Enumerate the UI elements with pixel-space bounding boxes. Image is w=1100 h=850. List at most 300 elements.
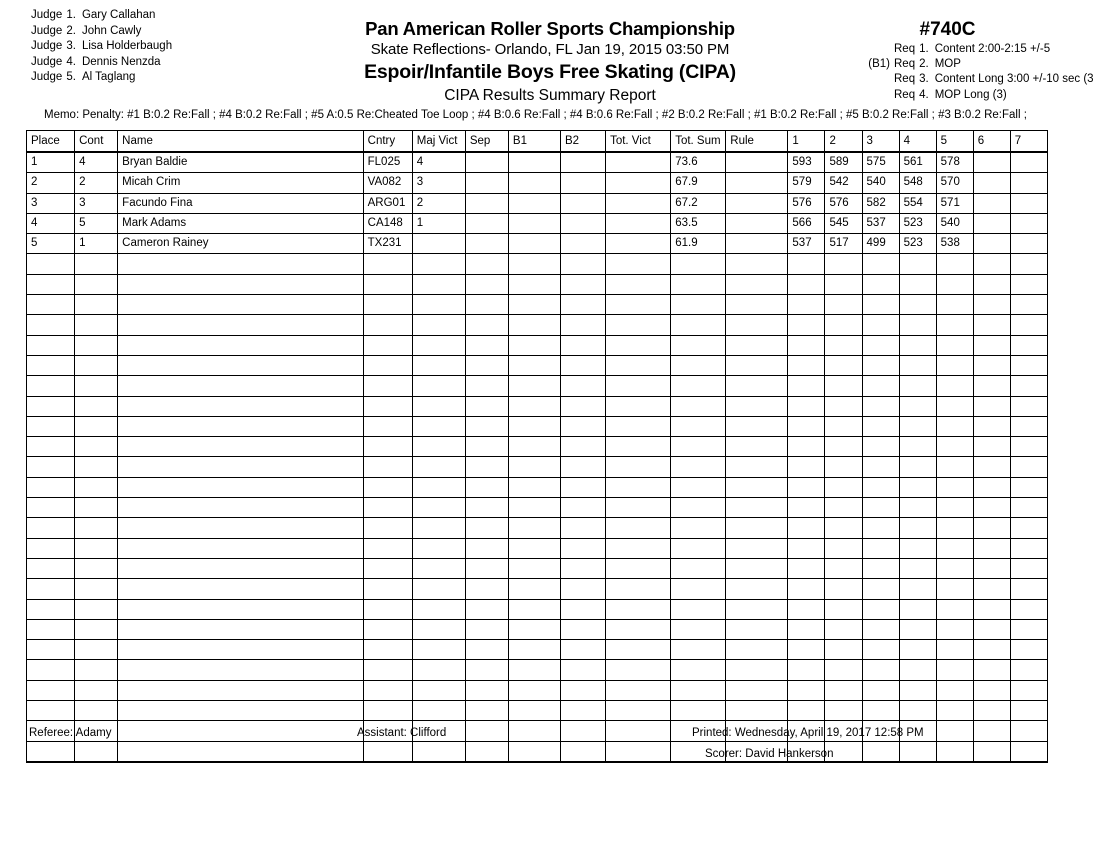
event-category-title: Espoir/Infantile Boys Free Skating (CIPA) <box>364 61 736 83</box>
cell-j3: 540 <box>862 173 899 193</box>
cell-rule <box>726 640 788 660</box>
cell-b1 <box>508 660 560 680</box>
table-row <box>27 213 1048 233</box>
cell-sep <box>465 599 508 619</box>
cell-j1: 576 <box>788 193 825 213</box>
cell-maj_vict: 4 <box>412 152 465 173</box>
column-header-sep: Sep <box>465 131 508 153</box>
table-row <box>27 599 1048 619</box>
table-row <box>27 254 1048 274</box>
cell-cont <box>75 619 118 639</box>
cell-j6 <box>973 437 1010 457</box>
cell-j5 <box>936 376 973 396</box>
cell-maj_vict: 2 <box>412 193 465 213</box>
cell-tot_vict <box>606 640 671 660</box>
cell-rule <box>726 355 788 375</box>
cell-j7 <box>1010 498 1047 518</box>
cell-cont <box>75 315 118 335</box>
cell-tot_sum: 67.2 <box>671 193 726 213</box>
cell-tot_sum <box>671 437 726 457</box>
cell-sep <box>465 355 508 375</box>
cell-j5: 571 <box>936 193 973 213</box>
cell-j2 <box>825 335 862 355</box>
cell-b2 <box>561 437 606 457</box>
cell-tot_vict <box>606 437 671 457</box>
cell-b2 <box>561 457 606 477</box>
cell-sep <box>465 660 508 680</box>
cell-j7 <box>1010 234 1047 254</box>
cell-maj_vict <box>412 599 465 619</box>
cell-j1 <box>788 680 825 700</box>
cell-j4 <box>899 680 936 700</box>
cell-b2 <box>561 295 606 315</box>
cell-j5 <box>936 538 973 558</box>
cell-j2: 542 <box>825 173 862 193</box>
cell-cntry <box>363 376 412 396</box>
cell-j1 <box>788 579 825 599</box>
requirement-index: 3. <box>919 73 929 86</box>
cell-tot_vict <box>606 335 671 355</box>
cell-rule <box>726 193 788 213</box>
cell-cntry <box>363 680 412 700</box>
table-row <box>27 457 1048 477</box>
cell-j4 <box>899 335 936 355</box>
cell-b1 <box>508 355 560 375</box>
cell-name <box>118 538 363 558</box>
cell-b2 <box>561 152 606 173</box>
cell-cntry: FL025 <box>363 152 412 173</box>
cell-b2 <box>561 173 606 193</box>
cell-tot_sum <box>671 254 726 274</box>
cell-j4 <box>899 457 936 477</box>
cell-j3 <box>862 538 899 558</box>
cell-cont <box>75 254 118 274</box>
cell-j7 <box>1010 518 1047 538</box>
event-title: Pan American Roller Sports Championship <box>365 18 735 39</box>
cell-b2 <box>561 599 606 619</box>
cell-j2 <box>825 416 862 436</box>
cell-tot_vict <box>606 538 671 558</box>
judge-index: 3. <box>66 40 76 53</box>
judge-index: 4. <box>66 55 76 68</box>
cell-name <box>118 335 363 355</box>
requirement-index: 2. <box>919 58 929 71</box>
requirement-label: Req <box>894 88 916 101</box>
cell-b2 <box>561 355 606 375</box>
cell-maj_vict <box>412 498 465 518</box>
cell-tot_vict <box>606 376 671 396</box>
cell-tot_sum: 73.6 <box>671 152 726 173</box>
table-row <box>27 680 1048 700</box>
cell-sep <box>465 477 508 497</box>
cell-sep <box>465 437 508 457</box>
cell-cont <box>75 579 118 599</box>
cell-j4 <box>899 518 936 538</box>
cell-j4 <box>899 254 936 274</box>
cell-cont <box>75 416 118 436</box>
cell-j5 <box>936 579 973 599</box>
cell-tot_sum: 61.9 <box>671 234 726 254</box>
cell-maj_vict <box>412 538 465 558</box>
cell-j3 <box>862 619 899 639</box>
cell-j5 <box>936 315 973 335</box>
cell-tot_vict <box>606 721 671 741</box>
cell-b2 <box>561 416 606 436</box>
cell-j3 <box>862 498 899 518</box>
cell-tot_vict <box>606 579 671 599</box>
cell-j7 <box>1010 274 1047 294</box>
column-header-name: Name <box>118 131 363 153</box>
cell-j7 <box>1010 193 1047 213</box>
cell-j2 <box>825 599 862 619</box>
cell-j2 <box>825 437 862 457</box>
cell-j1 <box>788 640 825 660</box>
cell-name <box>118 396 363 416</box>
cell-place <box>27 498 75 518</box>
cell-tot_sum <box>671 295 726 315</box>
cell-tot_sum <box>671 376 726 396</box>
judge-name: John Cawly <box>81 24 142 37</box>
memo-penalty-line: Memo: Penalty: #1 B:0.2 Re:Fall ; #4 B:0.2 Re:Fall ; #5 A:0.5 Re:Cheated Toe Loop ; #4 B:0.6 Re:Fall ; #4 B:0.6 Re:Fall ; #2 B:0.2 Re:Fall ; #1 B:0.2 Re:Fall ; #5 B:0.2 Re:Fall ; #3 B:0.2 Re:Fall ; <box>44 109 1027 121</box>
cell-name <box>118 416 363 436</box>
cell-j4 <box>899 477 936 497</box>
cell-sep <box>465 457 508 477</box>
cell-sep <box>465 274 508 294</box>
cell-j2 <box>825 538 862 558</box>
referee-label: Referee: Adamy <box>29 727 112 739</box>
cell-cont <box>75 457 118 477</box>
cell-cont <box>75 355 118 375</box>
cell-b1 <box>508 619 560 639</box>
cell-cntry <box>363 437 412 457</box>
cell-j7 <box>1010 376 1047 396</box>
cell-j4: 523 <box>899 234 936 254</box>
cell-tot_sum <box>671 518 726 538</box>
cell-place <box>27 315 75 335</box>
cell-cntry <box>363 274 412 294</box>
cell-j7 <box>1010 295 1047 315</box>
cell-maj_vict: 1 <box>412 213 465 233</box>
cell-place: 1 <box>27 152 75 173</box>
requirement-text: Content 2:00-2:15 +/-5 <box>934 43 1051 55</box>
cell-b1 <box>508 315 560 335</box>
cell-tot_sum <box>671 335 726 355</box>
requirement-row <box>860 88 1100 103</box>
cell-name <box>118 640 363 660</box>
cell-place: 2 <box>27 173 75 193</box>
cell-tot_sum <box>671 274 726 294</box>
cell-j7 <box>1010 437 1047 457</box>
judge-index: 1. <box>66 9 76 21</box>
cell-maj_vict <box>412 457 465 477</box>
cell-place <box>27 416 75 436</box>
cell-cntry <box>363 457 412 477</box>
cell-maj_vict <box>412 518 465 538</box>
cell-j6 <box>973 416 1010 436</box>
table-row <box>27 396 1048 416</box>
table-row <box>27 193 1048 213</box>
cell-b2 <box>561 701 606 721</box>
cell-j4: 523 <box>899 213 936 233</box>
cell-tot_vict <box>606 741 671 762</box>
cell-j6 <box>973 234 1010 254</box>
cell-j5 <box>936 355 973 375</box>
cell-tot_vict <box>606 213 671 233</box>
cell-sep <box>465 619 508 639</box>
cell-b2 <box>561 396 606 416</box>
cell-rule <box>726 335 788 355</box>
results-table <box>26 130 1048 763</box>
cell-name <box>118 741 363 762</box>
cell-cntry <box>363 741 412 762</box>
cell-place <box>27 619 75 639</box>
table-header <box>27 131 1048 153</box>
cell-j6 <box>973 660 1010 680</box>
cell-b1 <box>508 152 560 173</box>
cell-j5 <box>936 457 973 477</box>
cell-j3 <box>862 518 899 538</box>
cell-j7 <box>1010 173 1047 193</box>
printed-timestamp: Printed: Wednesday, April 19, 2017 12:58 PM <box>692 727 924 739</box>
cell-sep <box>465 680 508 700</box>
cell-cont: 5 <box>75 213 118 233</box>
cell-j4 <box>899 315 936 335</box>
cell-tot_vict <box>606 680 671 700</box>
cell-name <box>118 295 363 315</box>
cell-j3 <box>862 477 899 497</box>
cell-j5 <box>936 416 973 436</box>
cell-j7 <box>1010 640 1047 660</box>
column-header-maj_vict: Maj Vict <box>412 131 465 153</box>
judge-label: Judge <box>31 24 63 37</box>
table-row <box>27 152 1048 173</box>
cell-j1 <box>788 518 825 538</box>
cell-place <box>27 295 75 315</box>
cell-maj_vict: 3 <box>412 173 465 193</box>
cell-cntry <box>363 599 412 619</box>
cell-tot_sum <box>671 701 726 721</box>
cell-b2 <box>561 376 606 396</box>
cell-name <box>118 701 363 721</box>
cell-tot_sum <box>671 416 726 436</box>
cell-rule <box>726 234 788 254</box>
cell-cntry <box>363 254 412 274</box>
cell-sep <box>465 518 508 538</box>
cell-j4 <box>899 701 936 721</box>
table-body <box>27 152 1048 762</box>
cell-b2 <box>561 721 606 741</box>
judge-row <box>31 8 172 24</box>
cell-maj_vict <box>412 741 465 762</box>
cell-tot_vict <box>606 355 671 375</box>
cell-j1: 593 <box>788 152 825 173</box>
judge-label: Judge <box>31 9 63 21</box>
cell-name <box>118 437 363 457</box>
cell-maj_vict <box>412 355 465 375</box>
cell-j6 <box>973 477 1010 497</box>
cell-rule <box>726 477 788 497</box>
cell-b2 <box>561 579 606 599</box>
cell-rule <box>726 701 788 721</box>
cell-name: Cameron Rainey <box>118 234 363 254</box>
cell-j2 <box>825 295 862 315</box>
cell-j6 <box>973 741 1010 762</box>
cell-cont <box>75 538 118 558</box>
cell-j1 <box>788 315 825 335</box>
table-row <box>27 619 1048 639</box>
cell-j1 <box>788 660 825 680</box>
cell-rule <box>726 416 788 436</box>
cell-cntry <box>363 295 412 315</box>
cell-j1 <box>788 599 825 619</box>
cell-j6 <box>973 640 1010 660</box>
cell-j3 <box>862 579 899 599</box>
cell-cont <box>75 477 118 497</box>
cell-sep <box>465 234 508 254</box>
cell-tot_sum <box>671 315 726 335</box>
cell-b2 <box>561 335 606 355</box>
cell-b2 <box>561 193 606 213</box>
requirement-prefix: (B1) <box>868 58 890 71</box>
cell-j2 <box>825 640 862 660</box>
cell-j4 <box>899 396 936 416</box>
cell-j7 <box>1010 396 1047 416</box>
cell-place <box>27 701 75 721</box>
judge-label: Judge <box>31 55 63 68</box>
cell-place: 5 <box>27 234 75 254</box>
requirement-text: Content Long 3:00 +/-10 sec (3 <box>934 73 1094 86</box>
cell-j1 <box>788 477 825 497</box>
judge-name: Dennis Nenzda <box>81 55 161 68</box>
cell-j2: 517 <box>825 234 862 254</box>
cell-tot_vict <box>606 274 671 294</box>
cell-cont <box>75 640 118 660</box>
event-venue-datetime: Skate Reflections- Orlando, FL Jan 19, 2015 03:50 PM <box>370 41 730 58</box>
cell-j4 <box>899 274 936 294</box>
cell-j2 <box>825 457 862 477</box>
table-header-row <box>27 131 1048 153</box>
column-header-rule: Rule <box>726 131 788 153</box>
cell-j4 <box>899 437 936 457</box>
cell-j3 <box>862 274 899 294</box>
cell-cont <box>75 335 118 355</box>
cell-b1 <box>508 335 560 355</box>
column-header-j3: 3 <box>862 131 899 153</box>
cell-b1 <box>508 437 560 457</box>
cell-j6 <box>973 599 1010 619</box>
judge-label: Judge <box>31 40 63 53</box>
cell-b2 <box>561 315 606 335</box>
table-row <box>27 315 1048 335</box>
cell-maj_vict <box>412 640 465 660</box>
cell-j1 <box>788 538 825 558</box>
cell-b1 <box>508 518 560 538</box>
cell-cntry: CA148 <box>363 213 412 233</box>
cell-name <box>118 660 363 680</box>
cell-tot_sum <box>671 680 726 700</box>
cell-j3 <box>862 376 899 396</box>
judge-index: 2. <box>66 24 76 37</box>
cell-j2 <box>825 396 862 416</box>
cell-tot_sum <box>671 599 726 619</box>
cell-tot_sum: 67.9 <box>671 173 726 193</box>
cell-tot_vict <box>606 396 671 416</box>
cell-j1 <box>788 437 825 457</box>
cell-j5 <box>936 274 973 294</box>
judge-row <box>31 39 172 55</box>
requirement-index: 1. <box>919 43 929 55</box>
table-row <box>27 477 1048 497</box>
cell-cont <box>75 680 118 700</box>
requirements-panel <box>860 18 1100 103</box>
cell-j5 <box>936 721 973 741</box>
cell-b2 <box>561 213 606 233</box>
cell-rule <box>726 579 788 599</box>
cell-maj_vict <box>412 254 465 274</box>
cell-j4 <box>899 579 936 599</box>
cell-j4 <box>899 619 936 639</box>
cell-b2 <box>561 741 606 762</box>
cell-j3: 575 <box>862 152 899 173</box>
cell-b2 <box>561 518 606 538</box>
cell-tot_sum <box>671 477 726 497</box>
cell-b1 <box>508 234 560 254</box>
table-row <box>27 295 1048 315</box>
report-header <box>180 18 920 106</box>
cell-b1 <box>508 558 560 578</box>
cell-maj_vict <box>412 335 465 355</box>
table-row <box>27 437 1048 457</box>
cell-cntry <box>363 579 412 599</box>
cell-maj_vict <box>412 579 465 599</box>
judge-row <box>31 70 172 86</box>
cell-rule <box>726 599 788 619</box>
cell-rule <box>726 457 788 477</box>
requirement-label: Req <box>894 73 916 86</box>
cell-b1 <box>508 193 560 213</box>
table-row <box>27 518 1048 538</box>
cell-sep <box>465 315 508 335</box>
cell-name <box>118 498 363 518</box>
cell-j2 <box>825 274 862 294</box>
cell-name: Mark Adams <box>118 213 363 233</box>
cell-sep <box>465 295 508 315</box>
cell-name: Bryan Baldie <box>118 152 363 173</box>
cell-place <box>27 477 75 497</box>
cell-b1 <box>508 701 560 721</box>
cell-cont <box>75 518 118 538</box>
cell-cntry <box>363 538 412 558</box>
cell-j7 <box>1010 680 1047 700</box>
requirement-label: Req <box>894 43 916 55</box>
report-subtitle: CIPA Results Summary Report <box>444 87 656 104</box>
cell-name <box>118 254 363 274</box>
cell-j1 <box>788 416 825 436</box>
cell-j6 <box>973 701 1010 721</box>
cell-j6 <box>973 721 1010 741</box>
cell-j5 <box>936 295 973 315</box>
cell-name <box>118 599 363 619</box>
cell-tot_vict <box>606 152 671 173</box>
cell-j6 <box>973 335 1010 355</box>
cell-j6 <box>973 538 1010 558</box>
table-row <box>27 274 1048 294</box>
cell-j4: 548 <box>899 173 936 193</box>
cell-place <box>27 376 75 396</box>
cell-tot_vict <box>606 498 671 518</box>
cell-j6 <box>973 579 1010 599</box>
cell-j2 <box>825 355 862 375</box>
